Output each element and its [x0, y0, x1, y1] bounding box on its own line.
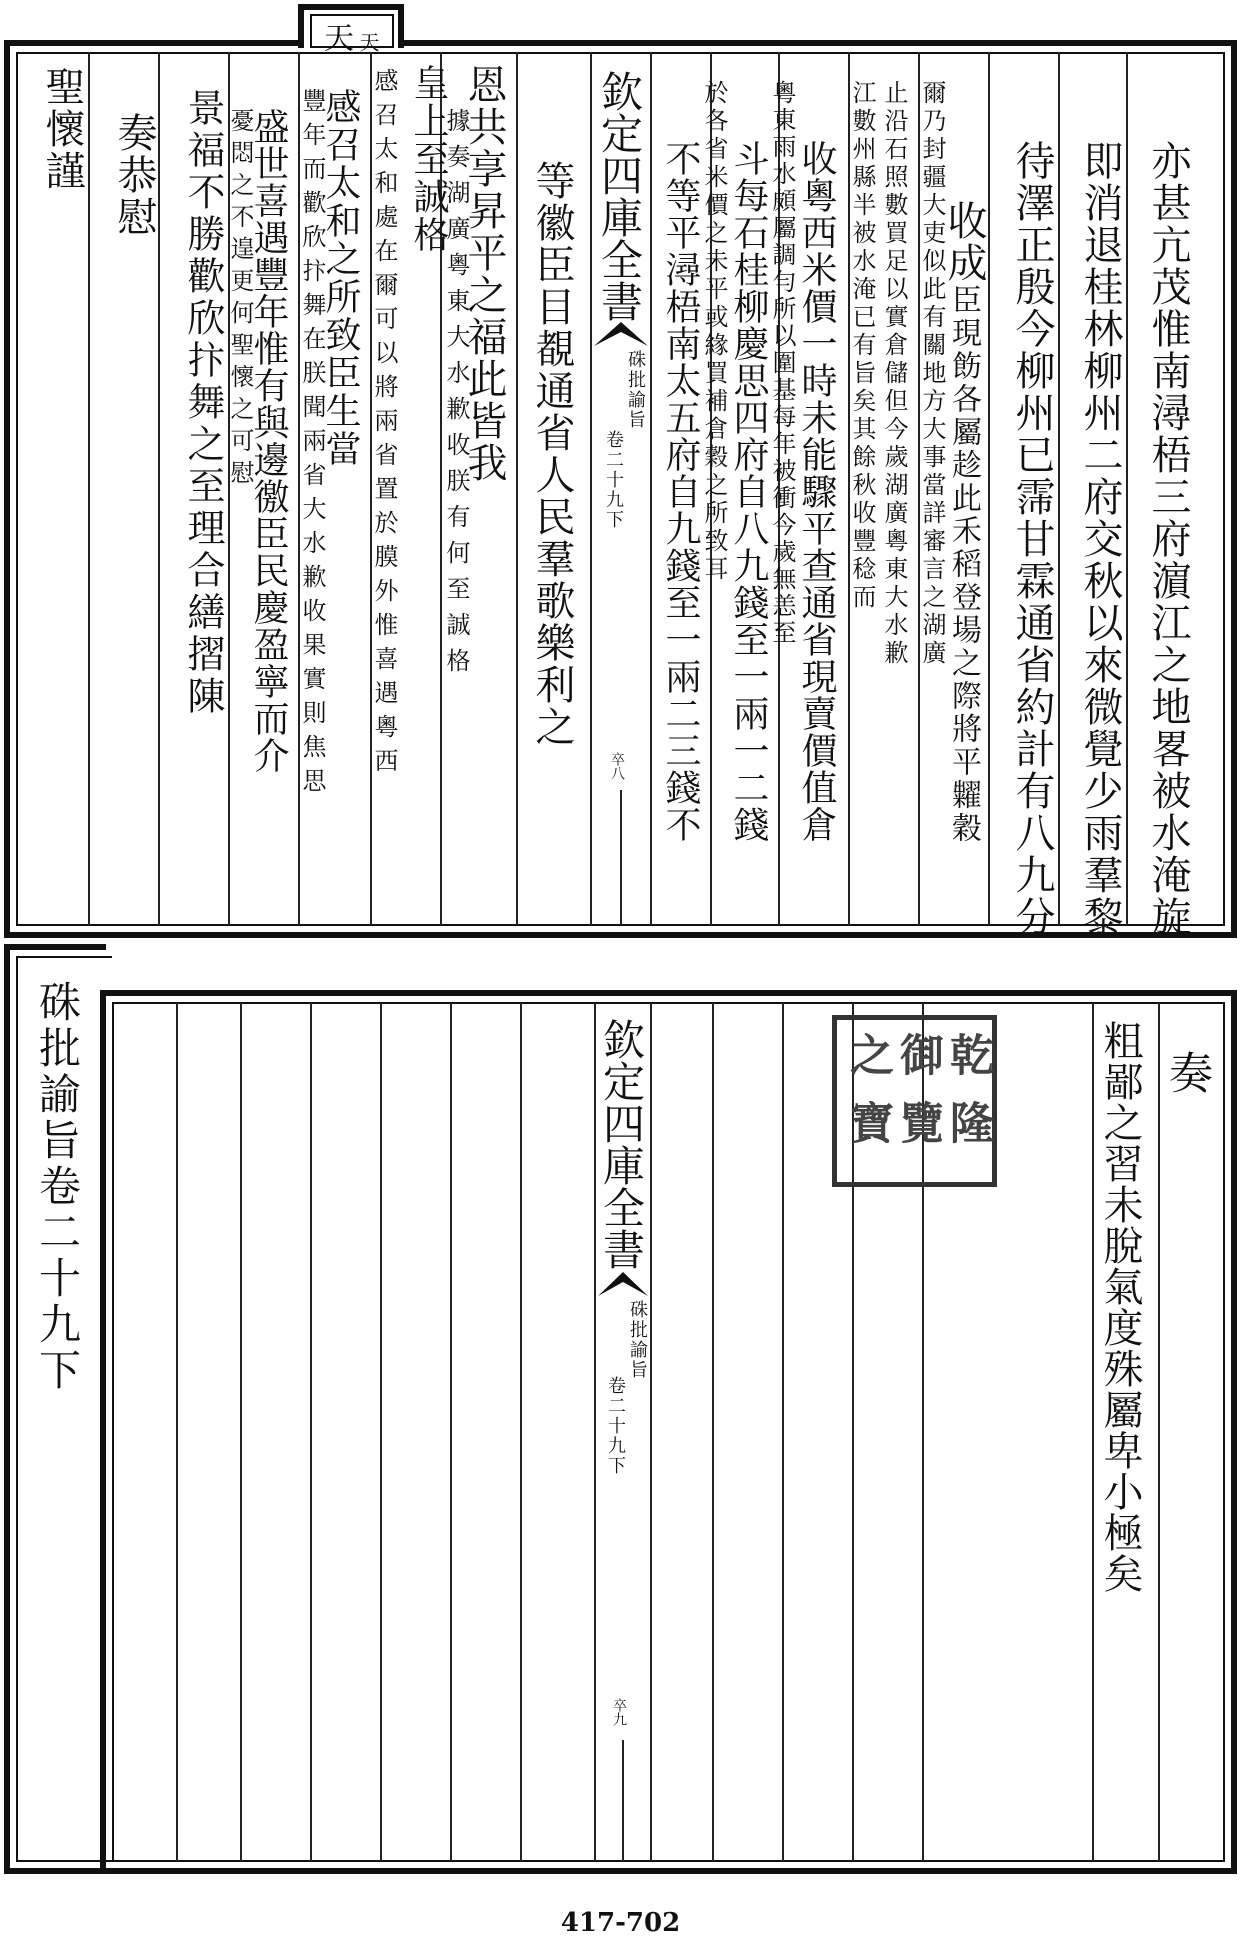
seal-char: 覽 — [892, 1100, 943, 1144]
annotation-column: 於各省米價之未平或緣買補倉穀之所致耳 — [700, 80, 728, 584]
column-rule — [1092, 1002, 1094, 1862]
text-column: 聖懷謹 — [39, 66, 85, 192]
column-rule — [176, 1002, 178, 1862]
annotation-column: 粵東雨水頗屬調勻所以圍基每年被衝今歲無恙至 — [768, 80, 796, 647]
book-title: 硃批諭旨 — [627, 1300, 648, 1380]
annotation-column: 據奏湖廣粵東大水歉收朕有何至誠格 — [442, 108, 470, 684]
column-rule — [158, 52, 160, 926]
volume-label: 卷二十九下 — [605, 1376, 626, 1476]
annotation-column: 止沿石照數買足以實倉儲但今歲湖廣粵東大水歉 — [880, 80, 908, 668]
annotation-column: 感召太和處在爾可以將兩省置於膜外惟喜遇粵西 — [370, 68, 398, 782]
folio-number: 卒九 — [611, 1698, 627, 1726]
column-rule — [1058, 52, 1060, 926]
text-column: 皇上至誠格 — [408, 64, 449, 254]
text-column: 亦甚亢茂惟南潯梧三府濵江之地畧被水淹旋 — [1145, 140, 1191, 938]
center-rule-right — [650, 1002, 652, 1862]
column-rule — [782, 1002, 784, 1862]
fish-tail-ornament — [596, 1268, 650, 1298]
text-column: 不等平潯梧南太五府自九錢至一兩二三錢不 — [660, 140, 701, 843]
column-rule — [712, 1002, 714, 1862]
page-number: 417-702 — [560, 1908, 681, 1938]
text-column-large-part: 收成 — [941, 200, 987, 284]
column-rule — [88, 52, 90, 926]
text-column-small-part: 臣現飭各屬趁此禾稻登場之際將平糶穀 — [946, 284, 981, 845]
fish-tail-ornament — [592, 318, 650, 348]
center-rule-left — [590, 52, 592, 926]
imperial-comment-column: 粗鄙之習未脫氣度殊屬卑小極矣 — [1097, 1020, 1143, 1594]
folio-rule — [620, 790, 622, 926]
book-title: 硃批諭旨 — [625, 350, 646, 430]
seal-char: 御 — [892, 1032, 943, 1076]
column-rule — [310, 1002, 312, 1862]
seal-char: 隆 — [942, 1100, 993, 1144]
imperial-seal — [832, 1015, 997, 1187]
annotation-column: 爾乃封疆大吏似此有關地方大事當詳審言之湖廣 — [918, 80, 946, 668]
column-rule — [450, 1002, 452, 1862]
volume-label: 卷二十九下 — [603, 430, 624, 530]
column-rule — [516, 52, 518, 926]
folio-number: 卒八 — [609, 752, 625, 780]
top-heading-char-a: 天 — [318, 22, 353, 52]
column-rule — [1158, 1002, 1160, 1862]
annotation-column: 江數州縣半被水淹已有旨矣其餘秋收豐稔而 — [848, 80, 876, 612]
top-heading-char-b: 天 — [356, 32, 380, 52]
center-rule-left — [594, 1002, 596, 1862]
seal-char: 之 — [842, 1032, 893, 1076]
library-title: 欽定四庫全書 — [595, 70, 644, 322]
text-column: 收粵西米價一時未能驟平查通省現賣價值倉 — [796, 140, 837, 843]
column-rule — [1126, 52, 1128, 926]
annotation-column: 豐年而歡欣抃舞在朕聞兩省大水歉收果實則焦思 — [298, 88, 326, 802]
column-rule — [988, 52, 990, 926]
text-column: 恩共享昇平之福此皆我 — [461, 64, 507, 484]
annotation-column: 憂悶之不遑更何聖懷之可慰 — [226, 108, 254, 492]
text-column: 盛世喜遇豐年惟有與邊徼臣民慶盈寧而介 — [248, 108, 289, 774]
bottom-page-inner-border — [112, 1002, 1225, 1862]
column-rule — [240, 1002, 242, 1862]
center-rule-right — [650, 52, 652, 926]
memorial-closing: 奏 — [1161, 1050, 1212, 1096]
text-column: 景福不勝歡欣抃舞之至理合繕摺陳 — [181, 88, 225, 718]
text-column: 即消退桂林柳州二府交秋以來微覺少雨羣黎 — [1077, 140, 1123, 938]
text-column: 等徽臣目覩通省人民羣歌樂利之 — [529, 160, 575, 748]
library-title: 欽定四庫全書 — [597, 1018, 646, 1270]
text-column: 待澤正殷今柳州已霈甘霖通省約計有八九分 — [1009, 140, 1055, 938]
text-column: 奏恭慰 — [111, 112, 157, 238]
text-column: 感召太和之所致臣生當 — [320, 88, 361, 468]
text-column: 斗每石桂柳慶思四府自八九錢至一兩一二錢 — [728, 140, 769, 843]
column-rule — [520, 1002, 522, 1862]
volume-heading: 硃批諭旨卷二十九下 — [33, 980, 82, 1394]
seal-char: 乾 — [942, 1032, 993, 1076]
folio-rule — [622, 1740, 624, 1862]
seal-char: 寶 — [842, 1100, 893, 1144]
column-rule — [380, 1002, 382, 1862]
